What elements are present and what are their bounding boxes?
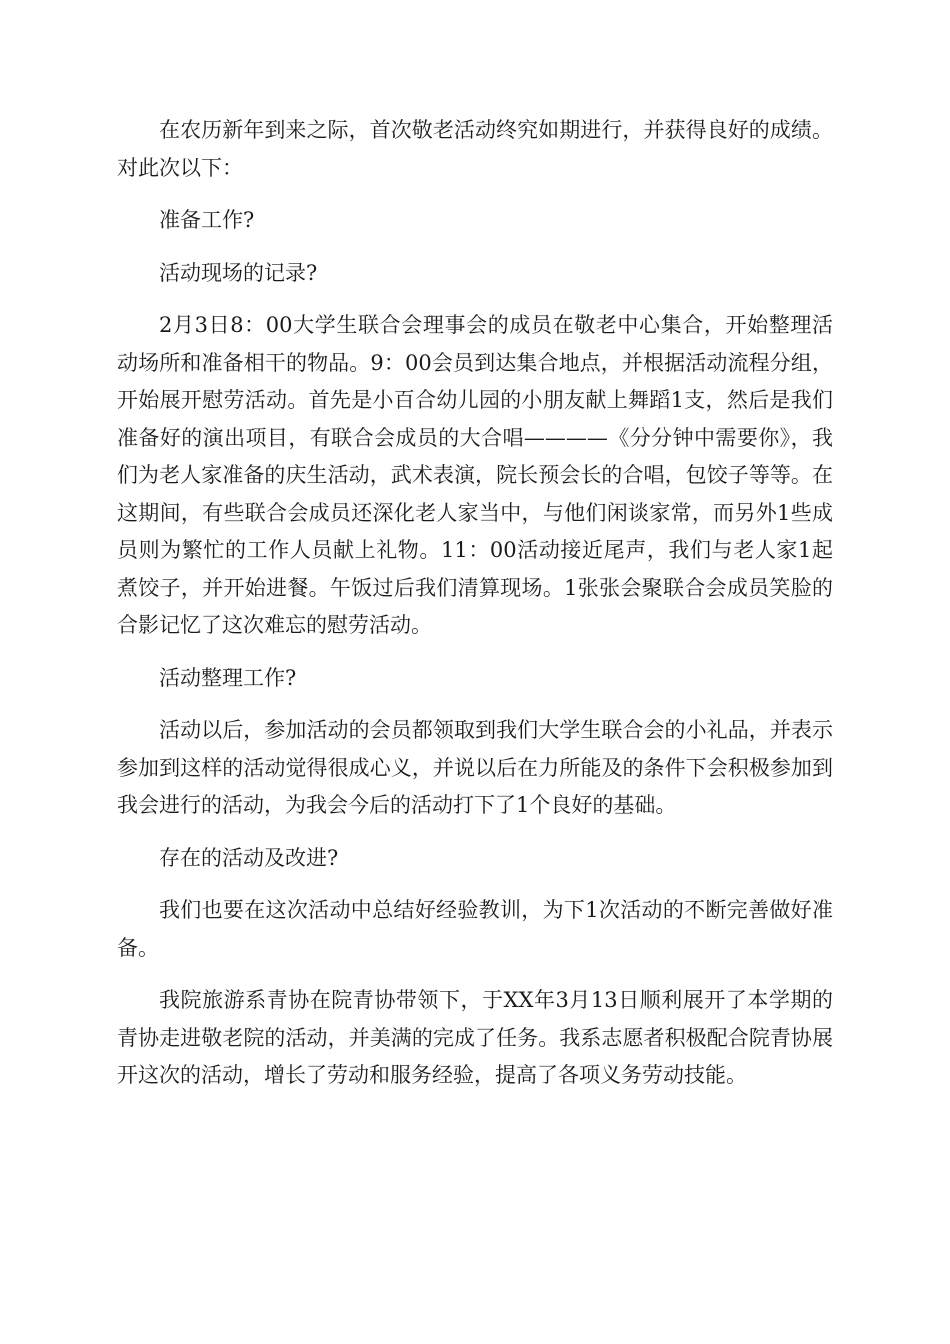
wrapup-paragraph: 活动以后，参加活动的会员都领取到我们大学生联合会的小礼品，并表示参加到这样的活动觉得很成心义，并说以后在力所能及的条件下会积极参加到我会进行的活动，为我会今后的活动打下了1个良好的基础。 [117, 718, 833, 817]
closing-paragraph: 我院旅游系青协在院青协带领下，于XX年3月13日顺利展开了本学期的青协走进敬老院的活动，并美满的完成了任务。我系志愿者积极配合院青协展开这次的活动，增长了劳动和服务经验，提高了各项义务劳动技能。 [117, 988, 833, 1087]
section-heading-onsite-record: 活动现场的记录? [159, 260, 318, 285]
section-heading-preparation: 准备工作? [159, 208, 255, 232]
document-body [117, 112, 833, 1110]
intro-paragraph: 在农历新年到来之际，首次敬老活动终究如期进行，并获得良好的成绩。对此次以下： [117, 118, 833, 180]
section-heading-wrapup: 活动整理工作? [159, 665, 297, 690]
onsite-record-paragraph: 2月3日8：00大学生联合会理事会的成员在敬老中心集合，开始整理活动场所和准备相干的物品。9：00会员到达集合地点，并根据活动流程分组，开始展开慰劳活动。首先是小百合幼儿园的小朋友献上舞蹈1支，然后是我们准备好的演出项目，有联合会成员的大合唱————《分分钟中需要你》，我们为老人家准备的庆生活动，武术表演，院长预会长的合唱，包饺子等等。在这期间，有些联合会成员还深化老人家当中，与他们闲谈家常，而另外1些成员则为繁忙的工作人员献上礼物。11：00活动接近尾声，我们与老人家1起煮饺子，并开始进餐。午饭过后我们清算现场。1张张会聚联合会成员笑脸的合影记忆了这次难忘的慰劳活动。 [117, 313, 833, 637]
section-heading-improvements: 存在的活动及改进? [159, 845, 339, 870]
improvements-paragraph: 我们也要在这次活动中总结好经验教训，为下1次活动的不断完善做好准备。 [117, 898, 833, 960]
